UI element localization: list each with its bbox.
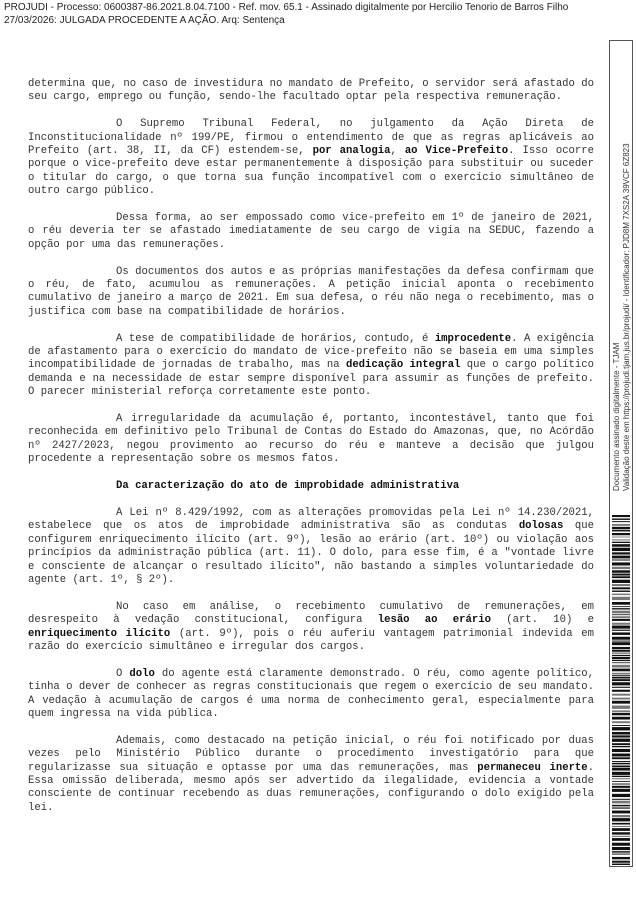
barcode-bar [612,608,630,609]
barcode-bar [612,677,630,679]
paragraph: No caso em análise, o recebimento cumulativo de remunerações, em desrespeito à vedação constitucional, configura lesão ao erário (art. 10) e enriquecimento ilícito (art. 9º), pois o réu auferiu vantagem patrimonial indevida em razão do exercício simultâneo e irregular dos cargos. [28,600,594,653]
barcode-bar [612,851,630,852]
barcode-bar [612,673,630,675]
barcode-bar [612,616,630,618]
paragraph: A irregularidade da acumulação é, portanto, incontestável, tanto que foi reconhecida em definitivo pelo Tribunal de Contas do Estado do Amazonas, que, no Acórdão nº 2427/2023, negou provimento ao recurso do réu e manteve a decisão que julgou procedente a representação sobre os mesmos fatos. [28,413,594,466]
barcode-bar [612,614,630,615]
barcode-bar [612,754,630,757]
header-process-line: PROJUDI - Processo: 0600387-86.2021.8.04.7100 - Ref. mov. 65.1 - Assinado digitalmente por Hercilio Tenorio de Barros Filho [4,2,569,13]
barcode-bar [612,843,630,846]
barcode-bar [612,721,630,723]
barcode-bar [612,606,630,607]
barcode-bar [612,749,630,752]
emphasis: dolosas [518,520,564,533]
emphasis: improcedente [434,332,512,345]
barcode-bar [612,662,630,663]
barcode-bar [612,527,630,530]
barcode-bar [612,781,630,782]
barcode-bar [612,687,630,688]
barcode-bar [612,763,630,764]
barcode-bar [612,542,630,543]
stamp-validation-line: Validação deste em https://projudi.tjam.jus.br/projudi/ - Identificador: PJD8M 7XS2A 39VCF 6Z823 [622,143,631,491]
barcode-bar [612,584,630,586]
barcode-bar [612,710,630,712]
barcode-bar [612,761,630,762]
barcode-bar [612,864,630,865]
barcode-bar [612,861,630,863]
barcode-bar [612,574,630,576]
barcode-bar [612,789,630,792]
barcode-bar [612,594,630,596]
barcode-bar [612,562,630,565]
barcode-bar [612,778,630,779]
emphasis: enriquecimento ilícito [28,627,171,640]
barcode-bar [612,701,630,704]
emphasis: ao Vice-Prefeito [404,145,509,158]
paragraph: Ademais, como destacado na petição inicial, o réu foi notificado por duas vezes pelo Ministério Público durante o procedimento investigatório para que regularizasse sua situação e optasse por uma das remunerações, mas permaneceu inerte. Essa omissão deliberada, mesmo após ser advertido da ilegalidade, evidencia a vontade consciente de continuar recebendo as duas remunerações, configurando o dolo exigido pela lei. [28,734,594,814]
barcode-bar [612,556,630,559]
barcode-bar [612,544,630,547]
barcode-bar [612,567,630,569]
barcode-bar [612,732,630,735]
barcode-bar [612,675,630,676]
barcode-bar [612,630,630,631]
barcode-bar [612,665,630,668]
barcode-bar [612,698,630,700]
stamp-text [612,143,632,491]
barcode-bar [612,746,630,747]
barcode-bar [612,637,630,640]
barcode-bar [612,521,630,522]
barcode-bar [612,717,630,720]
barcode-bar [612,799,630,800]
barcode-bar [612,725,630,726]
barcode-bar [612,823,630,825]
barcode-bar [612,559,630,560]
barcode-bar [612,768,630,771]
barcode-bar [612,743,630,745]
barcode-bar [612,570,630,572]
barcode-bar [612,552,630,554]
barcode-bar [612,660,630,661]
barcode-bar [612,706,630,709]
paragraph: Os documentos dos autos e as próprias manifestações da defesa confirmam que o réu, de fato, acumulou as remunerações. A petição inicial aponta o recebimento cumulativo de janeiro a março de 2021. Em sua defesa, o réu não nega o recebimento, mas o justifica com base na compatibilidade de horários. [28,265,594,318]
digital-signature-stamp [609,40,633,867]
barcode-bar [612,772,630,775]
barcode-bar [612,533,630,535]
barcode-bar [612,597,630,600]
barcode-bar [612,713,630,715]
barcode-bar [612,682,630,685]
document-header [4,1,568,27]
barcode-bar [612,857,630,859]
barcode-bar [612,828,630,831]
barcode-bar [612,836,630,837]
barcode-bar [612,735,630,737]
paragraph: A Lei nº 8.429/1992, com as alterações promovidas pela Lei nº 14.230/2021, estabelece que os atos de improbidade administrativa são as condutas dolosas que configurem enriquecimento ilícito (art. 9º), lesão ao erário (art. 10º) ou violação aos princípios da administração pública (art. 11). O dolo, para esse fim, é a "vontade livre e consciente de alcançar o resultado ilícito", não bastando a simples voluntariedade do agente (art. 1º, § 2º). [28,506,594,586]
barcode-bar [612,786,630,788]
emphasis: permaneceu inerte [477,761,588,774]
barcode-bar [612,807,630,808]
barcode-bar [612,642,630,645]
barcode-bar [612,626,630,629]
paragraph: O dolo do agente está claramente demonstrado. O réu, como agente político, tinha o dever de conhecer as regras constitucionais que regem o exercício de seu mandato. A vedação à acumulação de cargos é uma norma de conhecimento geral, especialmente para quem ingressa na vida pública. [28,667,594,720]
barcode-bar [612,576,630,578]
barcode-bar [612,679,630,681]
barcode-bar [612,783,630,785]
barcode-bar [612,602,630,605]
barcode-bar [612,515,630,517]
barcode-bar [612,694,630,696]
header-status-line: 27/03/2026: JULGADA PROCEDENTE A AÇÃO. Arq: Sentença [4,15,285,26]
barcode-bar [612,669,630,672]
barcode-bar [612,757,630,759]
barcode-bar [612,591,630,592]
barcode-bar [612,623,630,625]
barcode-bar [612,632,630,635]
barcode-bar [612,811,630,814]
barcode-bar [612,537,630,538]
barcode-bar [612,539,630,540]
barcode-bar [612,619,630,621]
barcode-bar [612,690,630,692]
barcode-bar [612,776,630,777]
paragraph: O Supremo Tribunal Federal, no julgamento da Ação Direta de Inconstitucionalidade nº 199/PE, firmou o entendimento de que as regras aplicáveis ao Prefeito (art. 38, II, da CF) estendem-se, por analogia, ao Vice-Prefeito. Isso ocorre porque o vice-prefeito deve estar permanentemente à disposição para substituir ou suceder o titular do cargo, o que torna sua função incompatível com o exercício simultâneo de outro cargo público. [28,118,594,198]
emphasis: dolo [129,667,155,680]
paragraph: determina que, no caso de investidura no mandato de Prefeito, o servidor será afastado do seu cargo, emprego ou função, sendo-lhe facultado optar pela respectiva remuneração. [28,78,594,104]
barcode-bar [612,766,630,768]
emphasis: lesão ao erário [377,614,491,627]
barcode-bar [612,853,630,855]
barcode-bar [612,826,630,827]
barcode-bar [612,832,630,834]
barcode-bar [612,587,630,589]
barcode-bar [612,652,630,653]
barcode-bar [612,647,630,649]
barcode-bar [612,739,630,742]
stamp-signed-line: Documento assinado digitalmente - TJAM [612,342,621,491]
section-heading: Da caracterização do ato de improbidade administrativa [116,480,460,493]
barcode-bar [612,657,630,659]
emphasis: dedicação integral [345,359,461,372]
barcode-bar [612,655,630,656]
paragraph: A tese de compatibilidade de horários, contudo, é improcedente. A exigência de afastamento para o exercício do mandato de vice-prefeito não se baseia em uma simples incompatibilidade de jornadas de trabalho, mas na dedicação integral que o cargo político demanda e na necessidade de estar sempre disponível para assumir as funções de prefeito. O parecer ministerial reforça corretamente este ponto. [28,332,594,399]
barcode-bar [612,650,630,652]
barcode-bar [612,794,630,797]
barcode-bar [612,805,630,807]
barcode-bar [612,818,630,821]
document-body [28,78,594,829]
barcode-bar [612,641,630,642]
barcode-icon [612,515,630,865]
barcode-bar [612,548,630,551]
barcode-bar [612,847,630,850]
barcode-bar [612,727,630,730]
barcode-bar [612,815,630,817]
barcode-bar [612,518,630,519]
barcode-bar [612,838,630,841]
paragraph: Dessa forma, ao ser empossado como vice-prefeito em 1º de janeiro de 2021, o réu deveria ter se afastado imediatamente de seu cargo de vigia na SEDUC, fazendo a opção por uma das remunerações. [28,212,594,251]
barcode-bar [612,524,630,526]
emphasis: por analogia [312,145,391,158]
barcode-bar [612,530,630,531]
barcode-bar [612,580,630,583]
barcode-bar [612,611,630,614]
barcode-bar [612,801,630,804]
